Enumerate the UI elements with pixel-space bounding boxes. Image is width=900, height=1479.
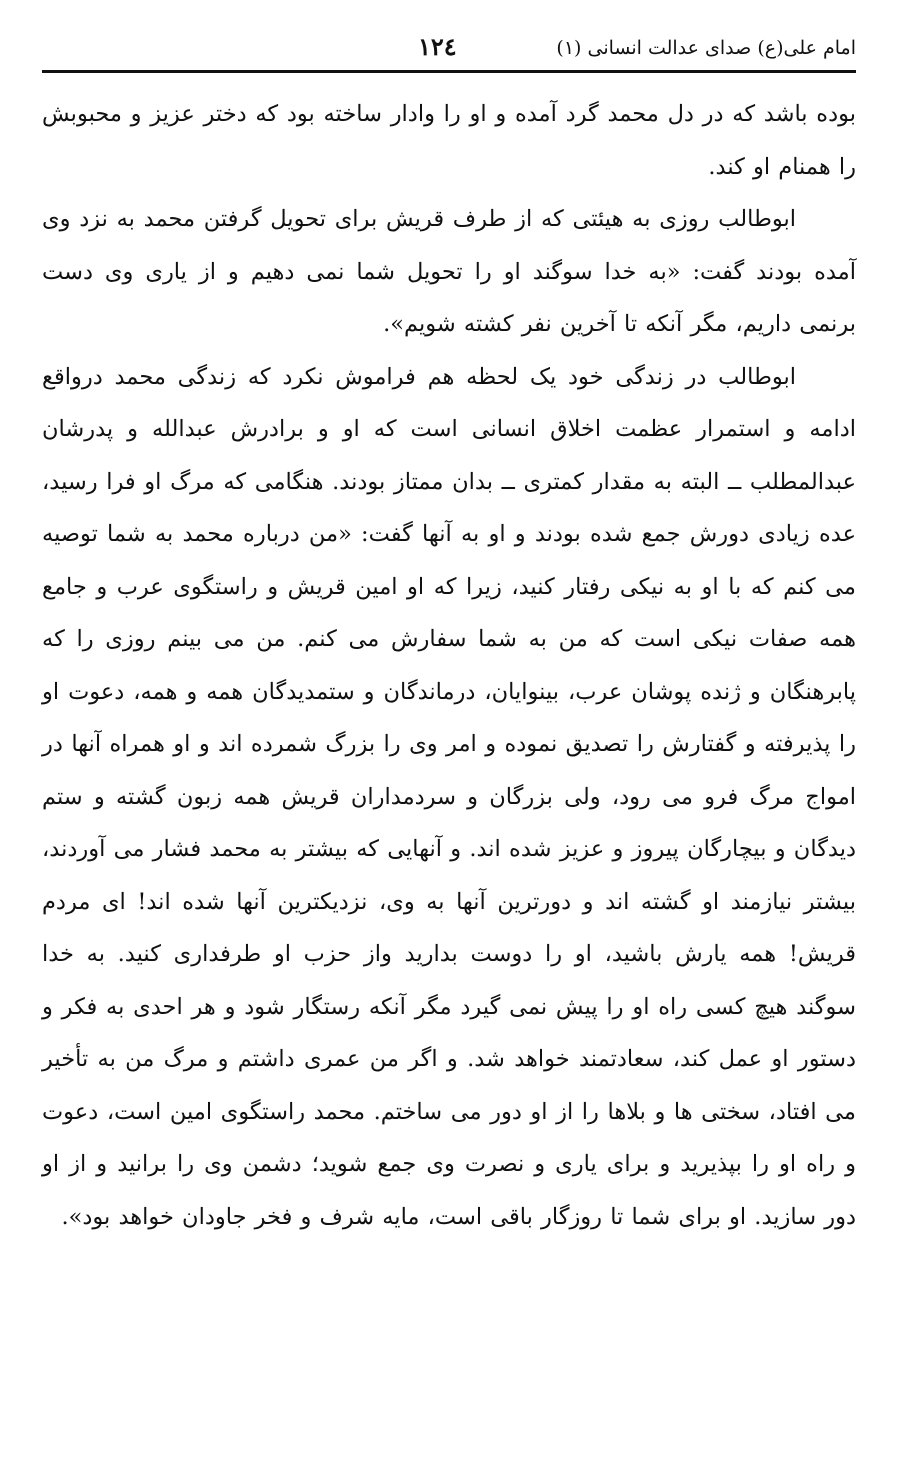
header-rule [42, 70, 856, 73]
body-text [42, 88, 856, 1243]
paragraph-1: بوده باشد که در دل محمد گرد آمده و او را وادار ساخته بود که دختر عزیز و محبوبش را همنام او کند. [42, 101, 856, 180]
page-header [42, 0, 856, 68]
paragraph-3: ابوطالب در زندگی خود یک لحظه هم فراموش نکرد که زندگی محمد درواقع ادامه و استمرار عظمت اخلاق انسانی است که او و برادرش عبدالله و پدرشان عبدالمطلب ــ البته به مقدار کمتری ــ بدان ممتاز بودند. هنگامی که مرگ او فرا رسید، عده زیادی دورش جمع شده بودند و او به آنها گفت: «من درباره محمد به شما توصیه می کنم که با او به نیکی رفتار کنید، زیرا که او امین قریش و راستگوی عرب و جامع همه صفات نیکی است که من به شما سفارش می کنم. من می بینم روزی را که پابرهنگان و ژنده پوشان عرب، بینوایان، درماندگان و ستمدیدگان همه و همه، دعوت او را پذیرفته و گفتارش را تصدیق نموده و امر وی را بزرگ شمرده اند و او همراه آنها در امواج مرگ فرو می رود، ولی بزرگان و سردمداران قریش همه زبون گشته و ستم دیدگان و بیچارگان پیروز و عزیز شده اند. و آنهایی که بیشتر به محمد فشار می آوردند، بیشتر نیازمند او گشته اند و دورترین آنها به وی، نزدیکترین آنها شده اند! ای مردم قریش! همه یارش باشید، او را دوست بدارید واز حزب او طرفداری کنید. به خدا سوگند هیچ کسی راه او را پیش نمی گیرد مگر آنکه رستگار شود و هر احدی به فکر و دستور او عمل کند، سعادتمند خواهد شد. و اگر من عمری داشتم و مرگ من به تأخیر می افتاد، سختی ها و بلاها را از او دور می ساختم. محمد راستگوی امین است، دعوت و راه او را بپذیرید و برای یاری و نصرت وی جمع شوید؛ دشمن وی را برانید و از او دور سازید. او برای شما تا روزگار باقی است، مایه شرف و فخر جاودان خواهد بود». [42, 363, 856, 1230]
page-number: ۱۲٤ [418, 32, 457, 61]
paragraph-2: ابوطالب روزی به هیئتی که از طرف قریش برای تحویل گرفتن محمد به نزد وی آمده بودند گفت: «به خدا سوگند او را تحویل شما نمی دهیم و از یاری وی دست برنمی داریم، مگر آنکه تا آخرین نفر کشته شویم». [42, 206, 856, 337]
running-title: امام علی(ع) صدای عدالت انسانی (۱) [556, 37, 856, 59]
book-page [42, 0, 856, 1479]
